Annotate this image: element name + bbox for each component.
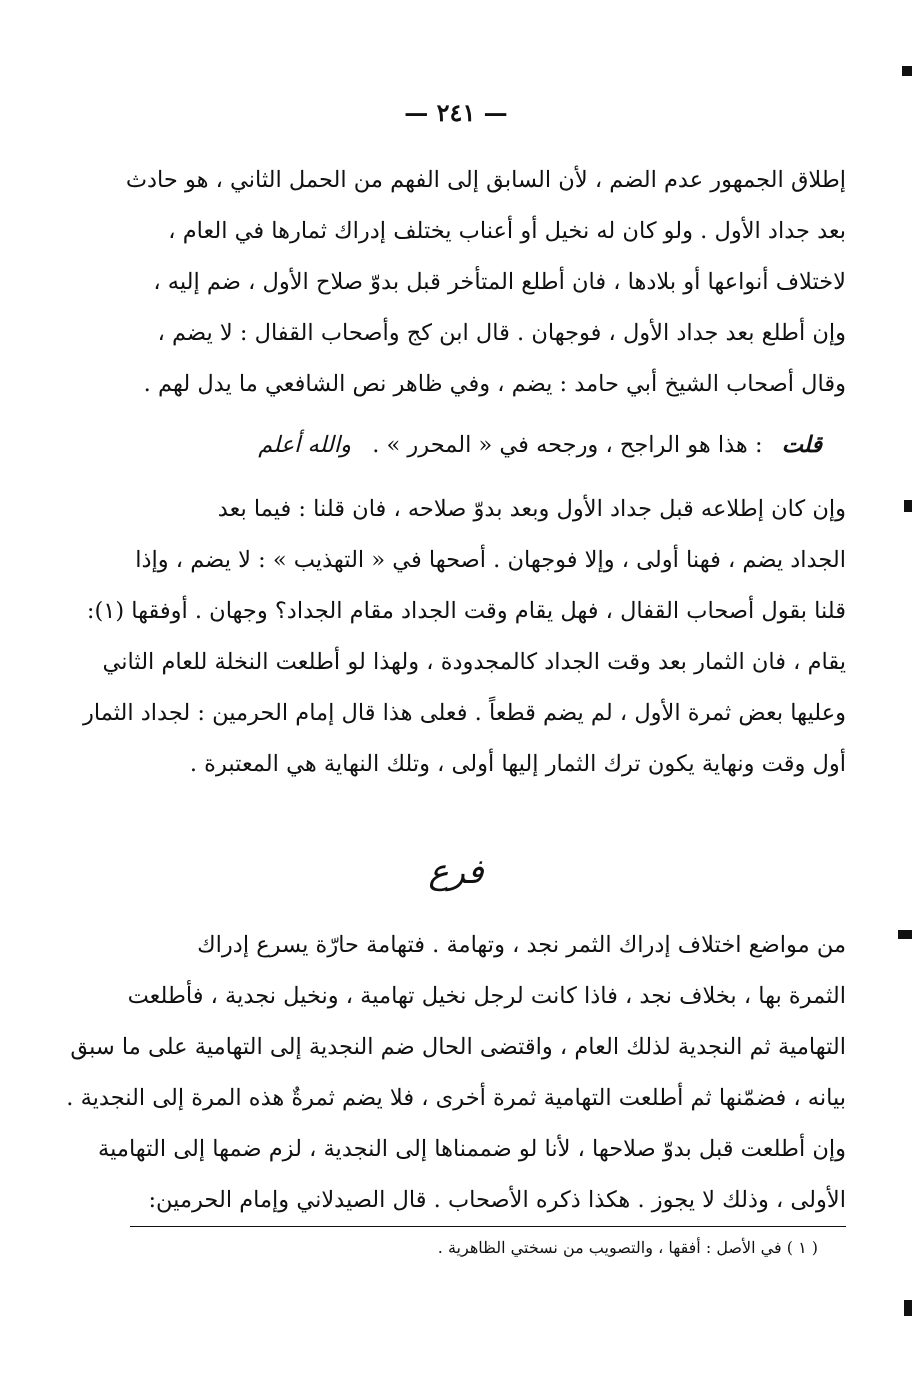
scan-edge-mark [898,930,912,939]
text-line: بيانه ، فضمّنها ثم أطلعت التهامية ثمرة أخرى ، فلا يضم ثمرةٌ هذه المرة إلى النجدية . [66,1085,846,1111]
paragraph-3 [66,920,846,1226]
scan-edge-mark [904,1300,912,1316]
text-line: يقام ، فان الثمار بعد وقت الجداد كالمجدودة ، ولهذا لو أطلعت النخلة للعام الثاني [102,649,846,675]
scan-edge-mark [902,66,912,76]
text-line: وإن أطلع بعد جداد الأول ، فوجهان . قال ابن كج وأصحاب القفال : لا يضم ، [157,320,846,346]
section-heading: فرع [428,852,484,892]
scan-edge-mark [904,500,912,512]
text-line: الجداد يضم ، فهنا أولى ، وإلا فوجهان . أصحها في « التهذيب » : لا يضم ، وإذا [135,547,846,573]
text-line: لاختلاف أنواعها أو بلادها ، فان أطلع المتأخر قبل بدوّ صلاح الأول ، ضم إليه ، [153,269,846,295]
qult-remark [130,420,846,471]
text-line: وإن أطلعت قبل بدوّ صلاحها ، لأنا لو ضممناها إلى النجدية ، لزم ضمها إلى التهامية [98,1136,846,1162]
text-line: بعد جداد الأول . ولو كان له نخيل أو أعناب يختلف إدراك ثمارها في العام ، [168,218,846,244]
qult-label: قلت [781,432,822,458]
paragraph-2 [82,484,846,790]
text-line: من مواضع اختلاف إدراك الثمر نجد ، وتهامة . فتهامة حارّة يسرع إدراك [197,932,846,958]
text-line: أول وقت ونهاية يكون ترك الثمار إليها أولى ، وتلك النهاية هي المعتبرة . [189,751,846,777]
footnote: ( ١ ) في الأصل : أفقها ، والتصويب من نسختي الظاهرية . [437,1238,818,1257]
text-line: قلنا بقول أصحاب القفال ، فهل يقام وقت الجداد مقام الجداد؟ وجهان . أوفقها (١): [86,598,846,624]
footnote-divider [130,1226,846,1227]
text-line: وعليها بعض ثمرة الأول ، لم يضم قطعاً . فعلى هذا قال إمام الحرمين : لجداد الثمار [82,700,846,726]
qult-text: : هذا هو الراجح ، ورجحه في « المحرر » . [372,432,763,458]
page-number: — ٢٤١ — [404,98,508,127]
text-line: إطلاق الجمهور عدم الضم ، لأن السابق إلى الفهم من الحمل الثاني ، هو حادث [125,167,846,193]
text-line: التهامية ثم النجدية لذلك العام ، واقتضى الحال ضم النجدية إلى التهامية على ما سبق [70,1034,846,1060]
text-line: وإن كان إطلاعه قبل جداد الأول وبعد بدوّ صلاحه ، فان قلنا : فيما بعد [217,496,846,522]
paragraph-1 [125,155,846,410]
text-line: الثمرة بها ، بخلاف نجد ، فاذا كانت لرجل نخيل تهامية ، ونخيل نجدية ، فأطلعت [127,983,846,1009]
qult-closing: والله أعلم [258,432,352,458]
text-line: الأولى ، وذلك لا يجوز . هكذا ذكره الأصحاب . قال الصيدلاني وإمام الحرمين: [148,1187,846,1213]
text-line: وقال أصحاب الشيخ أبي حامد : يضم ، وفي ظاهر نص الشافعي ما يدل لهم . [143,371,846,397]
